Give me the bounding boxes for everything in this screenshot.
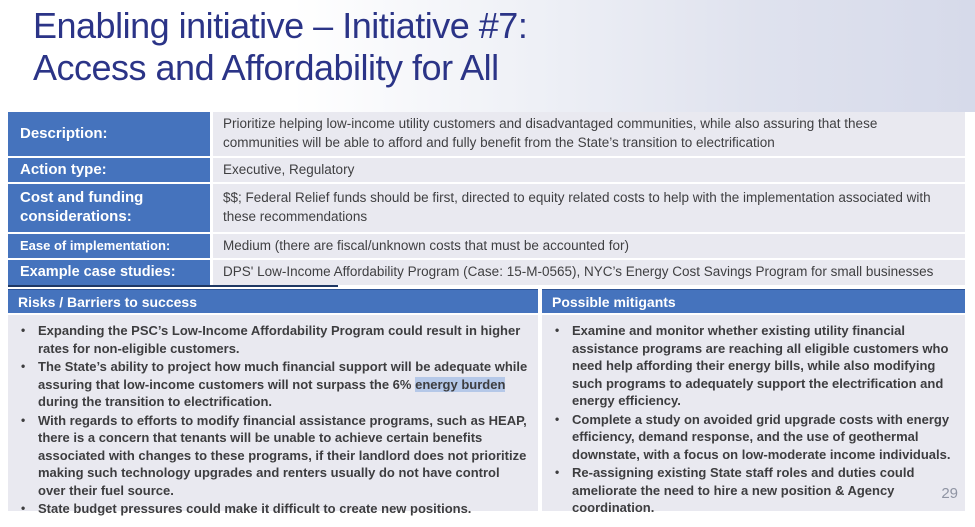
mitigants-header: Possible mitigants: [542, 289, 965, 313]
case-studies-value: DPS' Low-Income Affordability Program (Case: 15-M-0565), NYC’s Energy Cost Savings Program for small businesses: [223, 264, 934, 280]
bullet-item: • Re-assigning existing State staff roles and duties could ameliorate the need to hire a new position & Agency coordination.: [548, 464, 957, 517]
risks-mitigants-content-row: [8, 315, 965, 516]
initiative-info-table: [8, 112, 965, 516]
action-type-label: Action type:: [8, 158, 210, 182]
table-row-ease: [8, 234, 965, 258]
bullet-item: • Examine and monitor whether existing utility financial assistance programs are reaching all eligible customers who need help affording their energy bills, while also modifying such programs to adequately support the electrification and energy efficiency.: [548, 322, 957, 410]
cost-funding-value: $$; Federal Relief funds should be first, directed to equity related costs to help with the implementation associated with these recommendations: [223, 190, 931, 224]
mitigants-bullet-list: [548, 322, 957, 517]
description-value: Prioritize helping low-income utility customers and disadvantaged communities, while also assuring that these communities will be able to afford and fully benefit from the State’s transition to electrification: [223, 116, 878, 150]
table-row-action-type: [8, 158, 965, 182]
slide-title: [33, 5, 933, 89]
slide-title-line1: Enabling initiative – Initiative #7:: [33, 5, 528, 46]
risks-header: Risks / Barriers to success: [8, 289, 538, 313]
table-row-cost-funding: [8, 184, 965, 232]
bullet-item: • Complete a study on avoided grid upgrade costs with energy efficiency, demand response, and the use of geothermal downstate, with a focus on low-moderate income individuals.: [548, 411, 957, 464]
highlighted-text: energy burden: [415, 376, 506, 392]
page-number: 29: [941, 485, 958, 502]
risks-bullet-list: [14, 322, 530, 518]
risks-cell: [8, 315, 538, 516]
risks-mitigants-header-row: [8, 289, 965, 313]
action-type-value: Executive, Regulatory: [223, 161, 355, 177]
table-row-description: [8, 112, 965, 156]
bullet-item: • State budget pressures could make it difficult to create new positions.: [14, 500, 530, 518]
slide-title-line2: Access and Affordability for All: [33, 47, 499, 88]
table-row-case-studies: [8, 260, 965, 285]
bullet-item: • Expanding the PSC’s Low-Income Affordability Program could result in higher rates for non-eligible customers.: [14, 322, 530, 357]
ease-value: Medium (there are fiscal/unknown costs that must be accounted for): [223, 237, 629, 253]
bullet-item: • The State’s ability to project how much financial support will be adequate while assuring that low-income customers will not surpass the 6% energy burden during the transition to electrification.: [14, 358, 530, 411]
mitigants-cell: [542, 315, 965, 515]
description-label: Description:: [8, 112, 210, 156]
case-studies-label: Example case studies:: [8, 260, 210, 285]
cost-funding-label: Cost and funding considerations:: [8, 184, 210, 232]
table-divider-line: [8, 285, 338, 287]
ease-label: Ease of implementation:: [8, 234, 210, 258]
bullet-item: • With regards to efforts to modify financial assistance programs, such as HEAP, there is a concern that tenants will be unable to achieve certain benefits associated with changes to these programs, if their landlord does not prioritize making such technology upgrades and renters usually do not have control over their fuel source.: [14, 412, 530, 500]
